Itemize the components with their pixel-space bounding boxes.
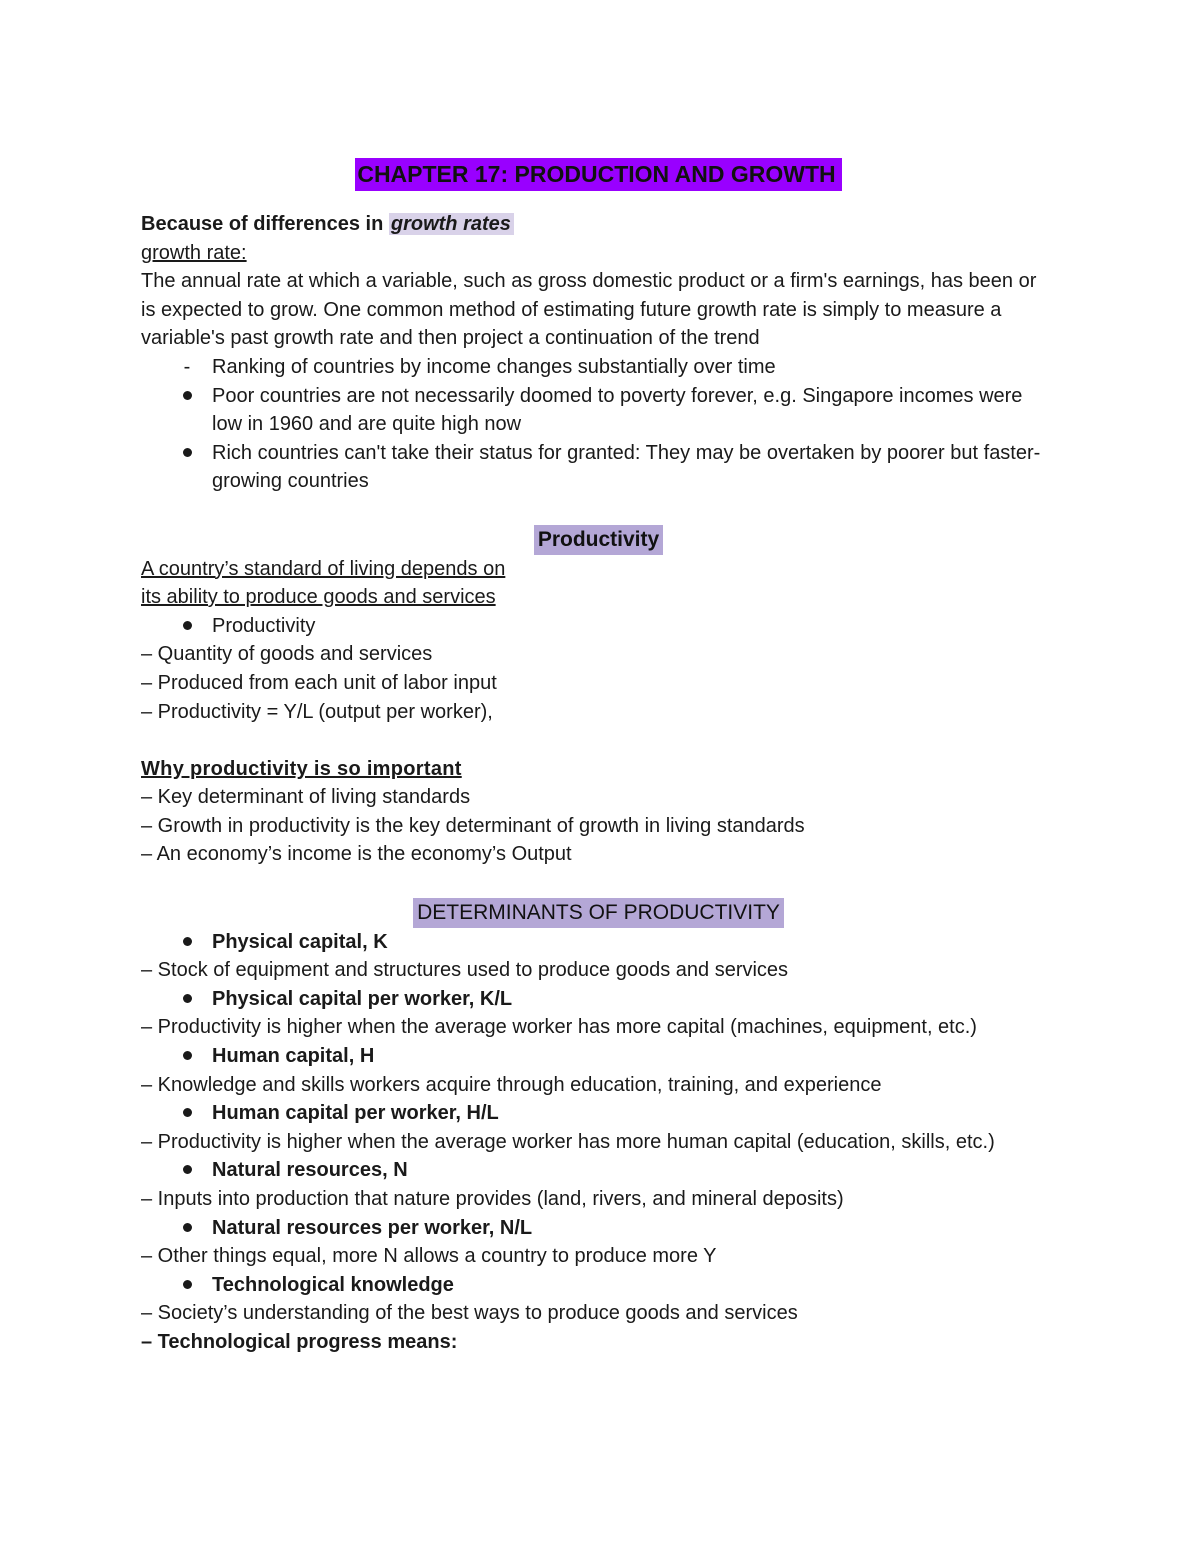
dash-line: – Produced from each unit of labor input [141,671,497,694]
list-item [141,1214,1056,1243]
determinant-label: Physical capital per worker, K/L [212,987,513,1010]
list-item-text: Rich countries can't take their status for granted: They may be overtaken by poorer but faster-growing countries [212,441,1041,493]
determinant-desc: – Society’s understanding of the best ways to produce goods and services [141,1302,798,1325]
productivity-heading: Productivity [534,525,663,555]
determinant-desc: – Stock of equipment and structures used to produce goods and services [141,959,789,982]
determinants-heading: DETERMINANTS OF PRODUCTIVITY [413,898,784,928]
why-heading-line [141,755,1056,784]
determinant-desc: – Productivity is higher when the average worker has more human capital (education, skills, etc.) [141,1130,995,1153]
bullet-icon [177,1042,197,1071]
dash-line: – An economy’s income is the economy’s Output [141,843,572,866]
list-item [141,382,1056,439]
determinant-desc: – Knowledge and skills workers acquire through education, training, and experience [141,1073,882,1096]
spacer [141,869,1056,898]
underlined-text: its ability to produce goods and services [141,586,496,609]
underlined-text: A country’s standard of living depends on [141,557,506,580]
chapter-title: CHAPTER 17: PRODUCTION AND GROWTH [355,158,841,191]
list-item-text: Poor countries are not necessarily doomed to poverty forever, e.g. Singapore incomes were low in 1960 and are quite high now [212,384,1023,436]
determinant-label: Natural resources per worker, N/L [212,1216,533,1239]
document-page [141,158,1056,1357]
intro-lead-line [141,210,1056,239]
bullet-icon [177,1099,197,1128]
determinant-label: Physical capital, K [212,930,388,953]
list-item-text: Ranking of countries by income changes substantially over time [212,355,776,378]
intro-lead: Because of differences in [141,213,389,235]
productivity-underline-line [141,555,1056,584]
bullet-icon [177,439,197,468]
dash-line: – Key determinant of living standards [141,786,471,809]
growth-rates-highlight: growth rates [389,213,514,235]
determinant-desc: – Inputs into production that nature provides (land, rivers, and mineral deposits) [141,1188,844,1210]
list-item [141,353,1056,382]
bullet-icon [177,612,197,641]
productivity-heading-line [141,525,1056,555]
determinant-desc: – Other things equal, more N allows a country to produce more Y [141,1245,717,1268]
list-item [141,439,1056,496]
dash-line: – Growth in productivity is the key determinant of growth in living standards [141,814,805,837]
determinants-heading-line [141,898,1056,928]
list-item [141,1271,1056,1300]
bullet-icon [177,985,197,1014]
bullet-icon [177,1156,197,1185]
list-item [141,1099,1056,1128]
title-line [141,158,1056,191]
why-heading: Why productivity is so important [141,757,462,780]
list-item [141,612,1056,641]
term-line [141,239,1056,268]
closing-line: – Technological progress means: [141,1330,458,1353]
list-item [141,1042,1056,1071]
growth-rate-term: growth rate: [141,241,247,264]
growth-rate-definition: The annual rate at which a variable, such as gross domestic product or a firm's earnings, has been or is expected to grow. One common method of estimating future growth rate is simply to measure a variable's past growth rate and then project a continuation of the trend [141,270,1037,350]
spacer [141,726,1056,755]
list-item [141,1156,1056,1185]
determinant-label: Human capital, H [212,1045,375,1068]
bullet-icon [177,1271,197,1300]
bullet-icon [177,1214,197,1243]
spacer [141,496,1056,525]
determinant-label: Natural resources, N [212,1159,408,1182]
list-item-text: Productivity [212,614,316,637]
bullet-icon [177,928,197,957]
determinant-label: Technological knowledge [212,1273,454,1296]
determinant-label: Human capital per worker, H/L [212,1102,499,1125]
list-item [141,985,1056,1014]
determinant-desc: – Productivity is higher when the average worker has more capital (machines, equipment, etc.) [141,1016,977,1039]
dash-line: – Productivity = Y/L (output per worker), [141,700,493,723]
list-item [141,928,1056,957]
bullet-icon [177,382,197,411]
dash-marker: - [183,355,191,378]
productivity-underline-line [141,583,1056,612]
dash-line: – Quantity of goods and services [141,643,433,666]
